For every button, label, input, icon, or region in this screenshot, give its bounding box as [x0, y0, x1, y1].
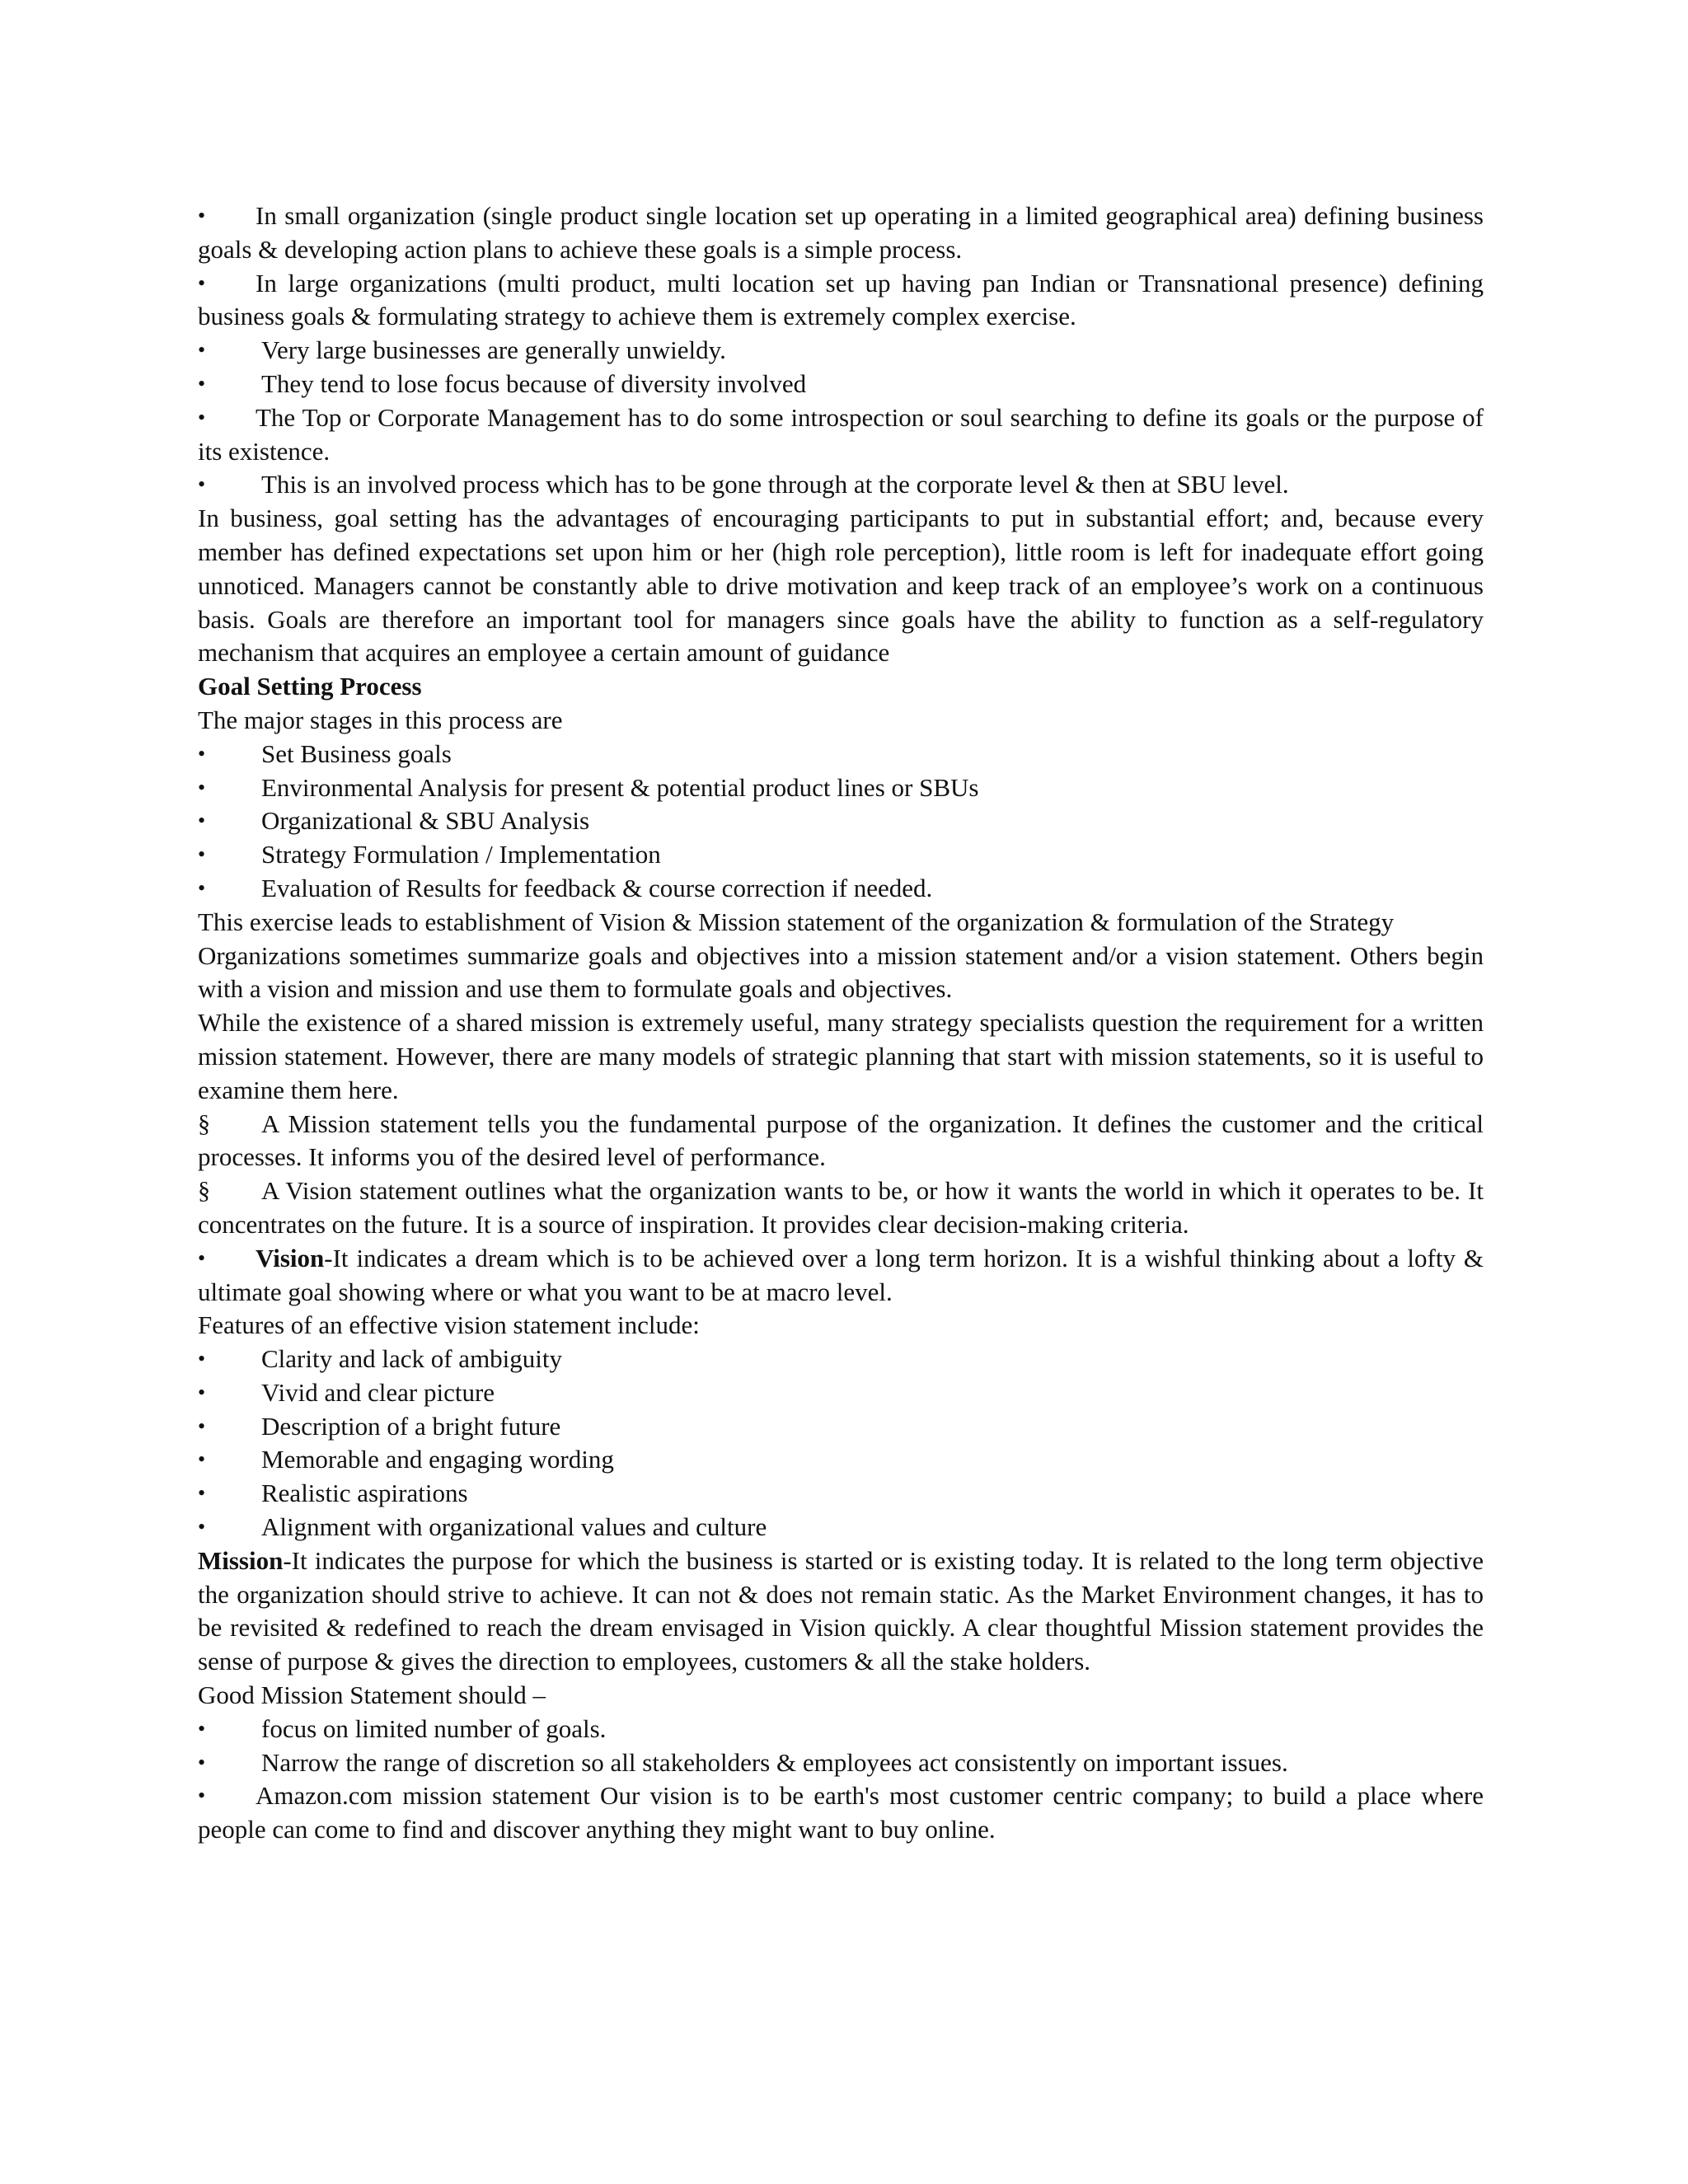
bullet-paragraph	[198, 1779, 1484, 1847]
bullet-item	[198, 468, 1484, 502]
paragraph-text: -It indicates a dream which is to be achieved over a long term horizon. It is a wishful thinking about a lofty & ultimate goal showing where or what you want to be at macro level.	[198, 1243, 1484, 1306]
bullet-marker: •	[198, 405, 206, 429]
paragraph-text: -It indicates the purpose for which the business is started or is existing today. It is related to the long term objective the organization should strive to achieve. It can not & does not remain static. As the Market Environment changes, it has to be revisited & redefined to reach the dream envisaged in Vision quickly. A clear thoughtful Mission statement provides the sense of purpose & gives the direction to employees, customers & all the stake holders.	[198, 1545, 1484, 1676]
section-mark-paragraph	[198, 1174, 1484, 1242]
bullet-marker: •	[198, 808, 206, 833]
body-paragraph: While the existence of a shared mission is extremely useful, many strategy specialists question the requirement for a written mission statement. However, there are many models of strategic planning that start with mission statements, so it is useful to examine them here.	[198, 1008, 1484, 1104]
bullet-marker: •	[198, 1716, 206, 1741]
body-paragraph: Features of an effective vision statement include:	[198, 1310, 700, 1340]
vision-paragraph	[198, 1242, 1484, 1310]
bullet-item	[198, 838, 1484, 872]
bullet-paragraph	[198, 267, 1484, 335]
bullet-text: Strategy Formulation / Implementation	[261, 840, 661, 869]
bullet-item	[198, 1713, 1484, 1746]
bullet-item	[198, 334, 1484, 368]
bullet-item	[198, 1410, 1484, 1444]
body-paragraph: This exercise leads to establishment of Vision & Mission statement of the organization & formulation of the Strategy	[198, 907, 1395, 936]
bullet-text: Evaluation of Results for feedback & course correction if needed.	[261, 873, 933, 902]
document-page	[198, 199, 1484, 1847]
bullet-marker: •	[198, 1481, 206, 1506]
bullet-item	[198, 804, 1484, 838]
bullet-text: Narrow the range of discretion so all stakeholders & employees act consistently on important issues.	[261, 1747, 1288, 1777]
paragraph-text: In small organization (single product single location set up operating in a limited geographical area) defining business goals & developing action plans to achieve these goals is a simple process.	[198, 201, 1484, 264]
paragraph-text: Amazon.com mission statement Our vision is to be earth's most customer centric company; to build a place where people can come to find and discover anything they might want to buy online.	[198, 1781, 1484, 1844]
bullet-paragraph	[198, 401, 1484, 469]
bullet-marker: •	[198, 204, 206, 227]
bullet-text: Organizational & SBU Analysis	[261, 806, 590, 836]
bullet-item	[198, 1746, 1484, 1780]
vision-term: Vision	[256, 1243, 325, 1272]
bullet-item	[198, 872, 1484, 906]
bullet-text: They tend to lose focus because of diversity involved	[261, 368, 807, 398]
bullet-marker: •	[198, 472, 206, 497]
bullet-text: Description of a bright future	[261, 1411, 561, 1441]
body-paragraph: Organizations sometimes summarize goals and objectives into a mission statement and/or a vision statement. Others begin with a vision and mission and use them to formulate goals and objectives.	[198, 940, 1484, 1004]
bullet-marker: •	[198, 1515, 206, 1540]
bullet-marker: •	[198, 842, 206, 867]
bullet-marker: •	[198, 1447, 206, 1472]
section-sign-marker: §	[198, 1177, 210, 1205]
bullet-marker: •	[198, 875, 206, 900]
bullet-item	[198, 1343, 1484, 1376]
bullet-marker: •	[198, 1347, 206, 1371]
bullet-text: Environmental Analysis for present & potential product lines or SBUs	[261, 772, 979, 802]
bullet-text: Memorable and engaging wording	[261, 1445, 614, 1474]
bullet-marker: •	[198, 1750, 206, 1774]
bullet-item	[198, 1511, 1484, 1544]
mission-term: Mission	[198, 1545, 284, 1575]
paragraph-text: A Mission statement tells you the fundamental purpose of the organization. It defines the customer and the critical processes. It informs you of the desired level of performance.	[198, 1108, 1484, 1172]
bullet-item	[198, 1376, 1484, 1410]
paragraph-text: In large organizations (multi product, multi location set up having pan Indian or Transnational presence) defining business goals & formulating strategy to achieve them is extremely complex exercise.	[198, 268, 1484, 331]
bullet-marker: •	[198, 371, 206, 396]
bullet-item	[198, 771, 1484, 805]
bullet-text: Set Business goals	[261, 738, 452, 768]
bullet-item	[198, 1477, 1484, 1511]
body-paragraph: In business, goal setting has the advantages of encouraging participants to put in substantial effort; and, because every member has defined expectations set upon him or her (high role perception), little room is left for inadequate effort going unnoticed. Managers cannot be constantly able to drive motivation and keep track of an employee’s work on a continuous basis. Goals are therefore an important tool for managers since goals have the ability to function as a self-regulatory mechanism that acquires an employee a certain amount of guidance	[198, 504, 1484, 668]
paragraph-text: The Top or Corporate Management has to do some introspection or soul searching to define its goals or the purpose of its existence.	[198, 402, 1484, 466]
bullet-marker: •	[198, 1380, 206, 1404]
bullet-text: Clarity and lack of ambiguity	[261, 1344, 563, 1374]
bullet-marker: •	[198, 1783, 206, 1808]
bullet-marker: •	[198, 741, 206, 766]
bullet-item	[198, 1443, 1484, 1477]
bullet-item	[198, 738, 1484, 771]
mission-paragraph	[198, 1544, 1484, 1679]
bullet-marker: •	[198, 1245, 206, 1270]
bullet-marker: •	[198, 338, 206, 363]
paragraph-text: A Vision statement outlines what the organization wants to be, or how it wants the world in which it operates to be. It concentrates on the future. It is a source of inspiration. It provides clear decision-making criteria.	[198, 1176, 1484, 1239]
bullet-text: Alignment with organizational values and culture	[261, 1512, 767, 1542]
bullet-marker: •	[198, 270, 206, 295]
bullet-text: Very large businesses are generally unwieldy.	[261, 335, 726, 365]
bullet-text: Realistic aspirations	[261, 1479, 468, 1508]
bullet-marker: •	[198, 1413, 206, 1438]
bullet-item	[198, 368, 1484, 401]
bullet-text: Vivid and clear picture	[261, 1377, 495, 1407]
body-paragraph: The major stages in this process are	[198, 705, 563, 734]
section-mark-paragraph	[198, 1108, 1484, 1175]
bullet-text: This is an involved process which has to be gone through at the corporate level & then at SBU level.	[261, 470, 1289, 499]
bullet-paragraph	[198, 199, 1484, 267]
bullet-text: focus on limited number of goals.	[261, 1713, 607, 1743]
section-heading: Goal Setting Process	[198, 672, 422, 701]
section-sign-marker: §	[198, 1109, 210, 1137]
body-paragraph: Good Mission Statement should –	[198, 1680, 546, 1710]
bullet-marker: •	[198, 775, 206, 799]
